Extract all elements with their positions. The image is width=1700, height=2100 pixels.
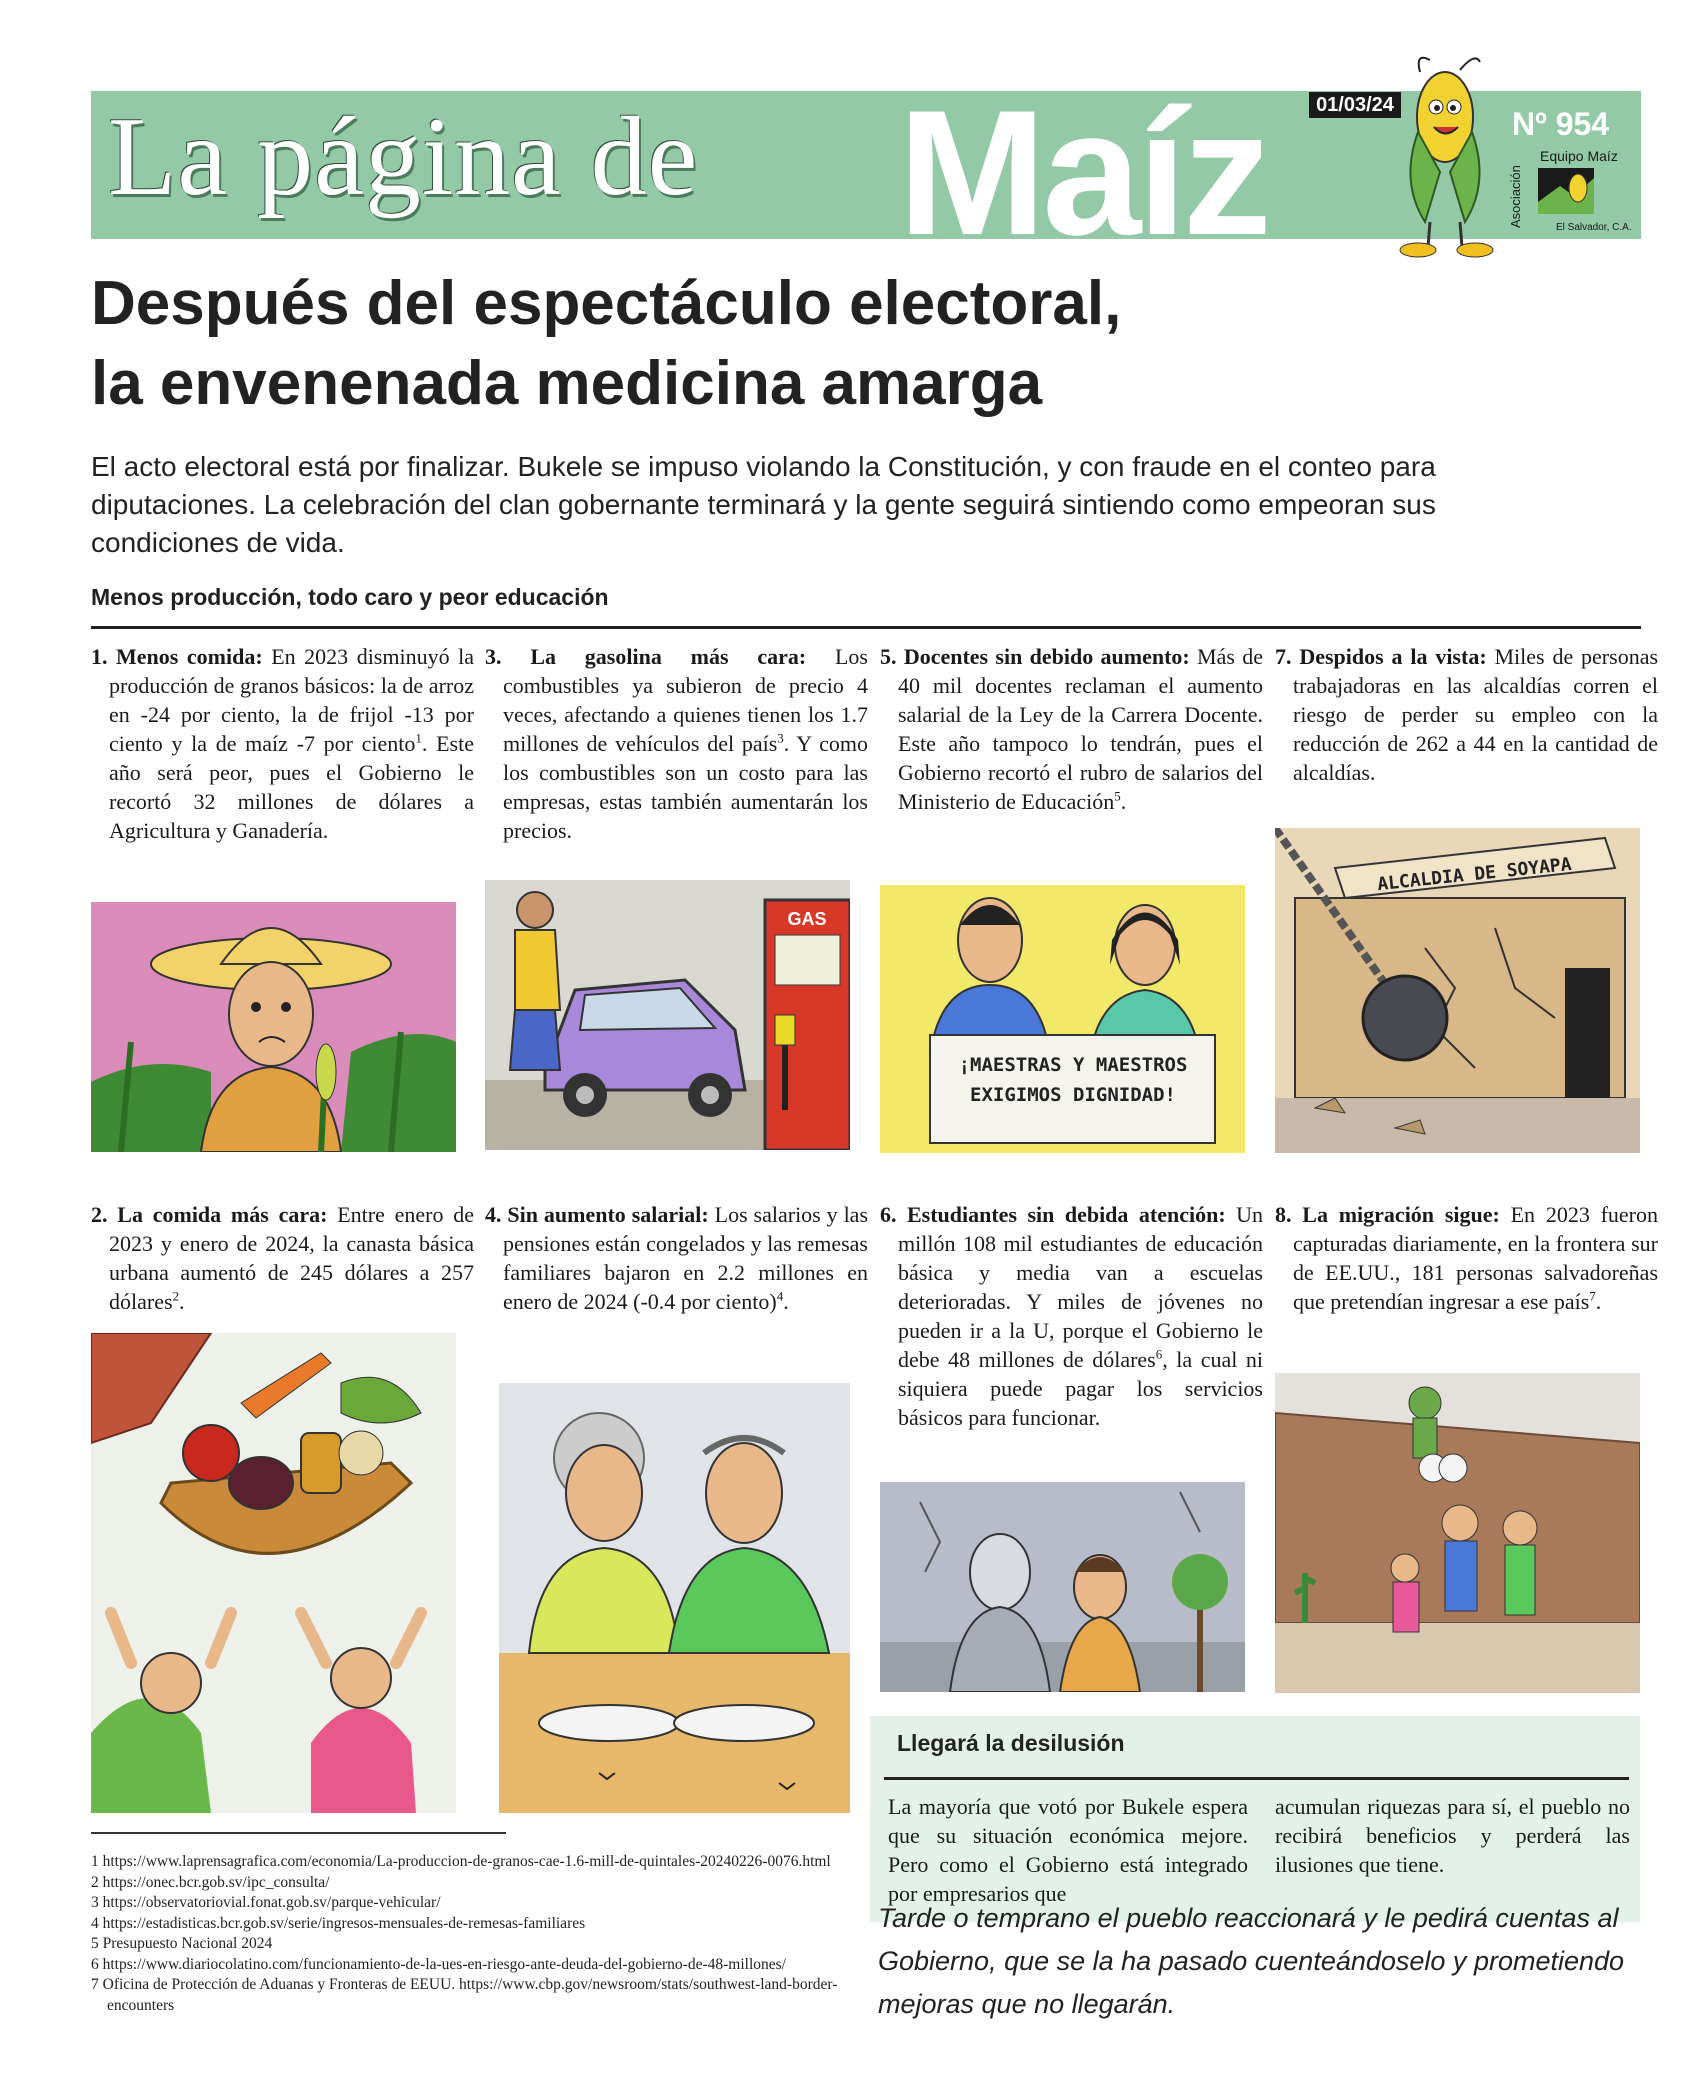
item-number: 3. [485, 644, 502, 669]
footnote-ref: 2 [172, 1288, 180, 1304]
item-number: 6. [880, 1202, 897, 1227]
illustration-farmer-drought [91, 902, 456, 1152]
item-number: 8. [1275, 1202, 1292, 1227]
page-headline [91, 264, 1491, 424]
item-number: 1. [91, 644, 108, 669]
item-title: Estudiantes sin debida atención: [906, 1202, 1226, 1227]
item-8 [1275, 1200, 1658, 1316]
section-title: Menos producción, todo caro y peor educación [91, 584, 609, 610]
illustration-teachers-protest [880, 885, 1245, 1153]
illustration-elderly-couple-empty-plates [499, 1383, 850, 1813]
item-text-end: . [179, 1289, 185, 1314]
protest-sign-text: ¡MAESTRAS Y MAESTROS EXIGIMOS DIGNIDAD! [958, 1054, 1188, 1106]
item-1 [91, 642, 474, 845]
footnote-ref: 3 [777, 730, 784, 746]
item-title: Sin aumento salarial: [507, 1202, 709, 1227]
item-text: Más de 40 mil docentes reclaman el aumento salarial de la Ley de la Carrera Docente. Este año tampoco lo tendrán, pues el Gobierno recortó el rubro de salarios del Ministerio de Educación [898, 644, 1264, 814]
item-text-end: . [1120, 789, 1127, 814]
sidebar-column-2: acumulan riquezas para sí, el pueblo no recibirá beneficios y perderá las ilusiones que tiene. [1275, 1794, 1630, 1877]
sidebar-title: Llegará la desilusión [897, 1730, 1125, 1756]
item-text: Los combustibles ya subieron de precio 4 veces, afectando a quienes tienen los 1.7 millones de vehículos del país [503, 644, 868, 756]
illustration-students-deteriorated-school [880, 1482, 1245, 1692]
item-3 [485, 642, 868, 845]
footnote-6[interactable]: 6 https://www.diariocolatino.com/funcionamiento-de-la-ues-en-riesgo-ante-deuda-del-gobierno-de-48-millones/ [91, 1955, 786, 1973]
sidebar-divider [884, 1777, 1629, 1780]
item-text-end: , la cual ni siquiera puede pagar los servicios básicos para funcionar. [898, 1347, 1263, 1430]
item-4 [485, 1200, 868, 1316]
item-7 [1275, 642, 1658, 787]
item-number: 2. [91, 1202, 108, 1227]
footnote-4[interactable]: 4 https://estadisticas.bcr.gob.sv/serie/ingresos-mensuales-de-remesas-familiares [91, 1914, 586, 1932]
item-text: Miles de personas trabajadoras en las alcaldías corren el riesgo de perder su empleo con la reducción de 262 a 44 en la cantidad de alcaldías. [1293, 644, 1659, 785]
footnote-5: 5 Presupuesto Nacional 2024 [91, 1935, 273, 1952]
item-title: La gasolina más cara: [530, 644, 807, 669]
item-text: En 2023 fueron capturadas diariamente, en la frontera sur de EE.UU., 181 personas salvadoreñas que pretendían ingresar a ese país [1293, 1202, 1659, 1314]
item-title: Menos comida: [116, 644, 263, 669]
item-title: Docentes sin debido aumento: [903, 644, 1190, 669]
footnote-2[interactable]: 2 https://onec.bcr.gob.sv/ipc_consulta/ [91, 1873, 330, 1891]
lead-paragraph: El acto electoral está por finalizar. Bukele se impuso violando la Constitución, y con fraude en el conteo para diputaciones. La celebración del clan gobernante terminará y la gente seguirá sintiendo como empeoran sus condiciones de vida. [91, 451, 1436, 558]
masthead-brand: Maíz [898, 73, 1268, 272]
section-divider [91, 626, 1641, 629]
item-text-end: . Este año será peor, pues el Gobierno le recortó 32 millones de dólares a Agricultura y Ganadería. [109, 731, 474, 843]
town-hall-sign: ALCALDIA DE SOYAPA [1376, 853, 1573, 896]
org-country: El Salvador, C.A. [1556, 222, 1632, 233]
issue-number: Nº 954 [1512, 106, 1610, 142]
org-name: Equipo Maíz [1540, 148, 1618, 164]
illustration-border-wall-migration [1275, 1373, 1640, 1693]
footnote-7[interactable]: 7 Oficina de Protección de Aduanas y Fronteras de EEUU. https://www.cbp.gov/newsroom/stats/southwest-land-border-encounters [91, 1976, 838, 2014]
item-5 [880, 642, 1263, 816]
item-text-end: . [1595, 1289, 1602, 1314]
footnotes [91, 1852, 851, 2016]
footnote-1[interactable]: 1 https://www.laprensagrafica.com/economia/La-produccion-de-granos-cae-1.6-mill-de-quintales-20240226-0076.html [91, 1853, 831, 1870]
item-title: La comida más cara: [117, 1202, 328, 1227]
item-number: 5. [880, 644, 897, 669]
item-2 [91, 1200, 474, 1316]
item-text: Los salarios y las pensiones están congelados y las remesas familiares bajaron en 2.2 millones en enero de 2024 (-0.4 por ciento) [503, 1202, 869, 1314]
illustration-food-basket [91, 1333, 456, 1813]
footnote-3[interactable]: 3 https://observatoriovial.fonat.gob.sv/parque-vehicular/ [91, 1894, 441, 1911]
org-assoc-label: Asociación [1508, 165, 1523, 228]
item-title: La migración sigue: [1302, 1202, 1500, 1227]
item-title: Despidos a la vista: [1299, 644, 1487, 669]
equipo-maiz-logo [1530, 150, 1602, 222]
footnote-ref: 4 [776, 1288, 784, 1304]
closing-statement: Tarde o temprano el pueblo reaccionará y le pedirá cuentas al Gobierno, que se la ha pasado cuenteándoselo y prometiendo mejoras que no llegarán. [878, 1903, 1625, 2019]
footnote-ref: 7 [1589, 1288, 1596, 1304]
item-number: 4. [485, 1202, 502, 1227]
illustration-wrecking-ball-town-hall [1275, 828, 1640, 1153]
masthead-prefix: La página de [108, 95, 699, 219]
item-text-end: . Y como los combustibles son un costo para las empresas, estas también aumentarán los precios. [503, 731, 868, 843]
item-6 [880, 1200, 1263, 1432]
headline-line-1: Después del espectáculo electoral, [91, 269, 1122, 338]
sidebar-column-1: La mayoría que votó por Bukele espera que su situación económica mejore. Pero como el Gobierno está integrado por empresarios que [888, 1794, 1248, 1906]
item-text: Entre enero de 2023 y enero de 2024, la canasta básica urbana aumentó de 245 dólares a 257 dólares [109, 1202, 475, 1314]
footnotes-divider [91, 1832, 506, 1834]
footnote-ref: 5 [1114, 788, 1121, 804]
item-text: Un millón 108 mil estudiantes de educación básica y media van a escuelas deterioradas. Y miles de jóvenes no pueden ir a la U, porque el Gobierno le debe 48 millones de dólares [898, 1202, 1264, 1372]
footnote-ref: 6 [1155, 1346, 1163, 1362]
footnote-ref: 1 [415, 730, 422, 746]
illustration-car-gas-pump [485, 880, 850, 1150]
headline-line-2: la envenenada medicina amarga [91, 349, 1043, 418]
gas-pump-label: GAS [787, 909, 827, 929]
issue-date: 01/03/24 [1309, 92, 1401, 118]
item-text: En 2023 disminuyó la producción de granos básicos: la de arroz en -24 por ciento, la de frijol -13 por ciento y la de maíz -7 por ciento [109, 644, 474, 756]
item-number: 7. [1275, 644, 1292, 669]
corn-mascot-icon [1380, 52, 1515, 262]
item-text-end: . [783, 1289, 789, 1314]
